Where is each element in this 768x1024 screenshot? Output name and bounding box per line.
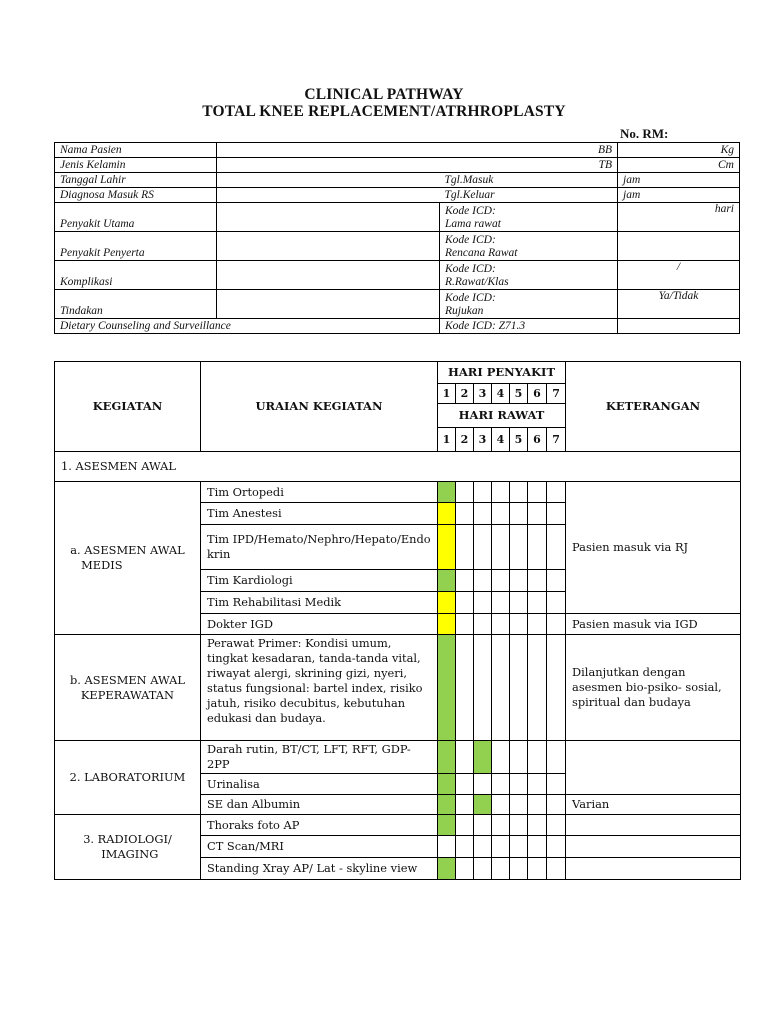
dietary-counseling-label: Dietary Counseling and Surveillance	[55, 319, 440, 334]
day-cell	[528, 570, 547, 592]
patient-info-table	[54, 142, 740, 334]
day-cell	[456, 503, 474, 525]
day-cell	[510, 592, 528, 614]
jenis-kelamin-label: Jenis Kelamin	[55, 158, 217, 173]
hari-penyakit-day: 7	[547, 384, 566, 404]
day-cell	[510, 614, 528, 635]
day-cell	[492, 614, 510, 635]
section-asesmen-awal: 1. ASESMEN AWAL	[55, 452, 741, 482]
day-cell	[547, 482, 566, 503]
day-cell	[547, 858, 566, 880]
day-cell	[510, 482, 528, 503]
day-cell	[547, 614, 566, 635]
day-cell	[492, 635, 510, 741]
hari-rawat-day: 2	[456, 428, 474, 452]
day-cell	[492, 482, 510, 503]
keterangan-keperawatan: Dilanjutkan dengan asesmen bio-psiko- sosial, spiritual dan budaya	[566, 635, 741, 741]
no-rm-label: No. RM:	[620, 126, 669, 141]
day-cell	[547, 570, 566, 592]
day-cell	[474, 570, 492, 592]
day-cell	[438, 836, 456, 858]
day-cell	[474, 614, 492, 635]
day-cell-green	[438, 858, 456, 880]
day-cell	[474, 503, 492, 525]
keterangan-via-igd: Pasien masuk via IGD	[566, 614, 741, 635]
penyakit-penyerta-value	[217, 232, 440, 261]
uraian-tim-kardiologi: Tim Kardiologi	[201, 570, 438, 592]
day-cell	[492, 503, 510, 525]
hari-penyakit-day: 6	[528, 384, 547, 404]
day-cell	[474, 525, 492, 570]
day-cell-green	[474, 741, 492, 774]
day-cell-green	[438, 635, 456, 741]
keterangan-via-rj: Pasien masuk via RJ	[566, 482, 741, 614]
day-cell	[456, 570, 474, 592]
header-hari-penyakit: HARI PENYAKIT	[438, 362, 566, 384]
day-cell	[492, 774, 510, 795]
jam-label-2: jam	[618, 188, 740, 203]
rawat-klas-slash: /	[618, 261, 740, 290]
penyakit-penyerta-label: Penyakit Penyerta	[55, 232, 217, 261]
day-cell	[510, 503, 528, 525]
rujukan-ya-tidak: Ya/Tidak	[618, 290, 740, 319]
kode-icd-1: Kode ICD: Lama rawat	[440, 203, 618, 232]
keterangan-varian: Varian	[566, 795, 741, 815]
penyakit-utama-value	[217, 203, 440, 232]
uraian-tim-rehabilitasi: Tim Rehabilitasi Medik	[201, 592, 438, 614]
day-cell-green	[438, 815, 456, 836]
group-asesmen-awal-keperawatan: b. ASESMEN AWAL KEPERAWATAN	[55, 635, 201, 741]
uraian-tim-anestesi: Tim Anestesi	[201, 503, 438, 525]
day-cell	[510, 836, 528, 858]
diagnosa-masuk-value	[217, 188, 440, 203]
day-cell	[510, 858, 528, 880]
jam-label-1: jam	[618, 173, 740, 188]
komplikasi-label: Komplikasi	[55, 261, 217, 290]
day-cell	[547, 741, 566, 774]
diagnosa-masuk-label: Diagnosa Masuk RS	[55, 188, 217, 203]
rencana-rawat-value	[618, 232, 740, 261]
tanggal-lahir-label: Tanggal Lahir	[55, 173, 217, 188]
group-radiologi-imaging: 3. RADIOLOGI/ IMAGING	[55, 815, 201, 880]
day-cell	[456, 482, 474, 503]
hari-penyakit-day: 2	[456, 384, 474, 404]
day-cell	[510, 815, 528, 836]
day-cell	[474, 774, 492, 795]
document-title: CLINICAL PATHWAY	[304, 86, 464, 103]
day-cell	[456, 795, 474, 815]
keterangan-empty	[566, 815, 741, 836]
bb-label: BB	[217, 143, 618, 158]
hari-rawat-day: 3	[474, 428, 492, 452]
day-cell	[456, 858, 474, 880]
document-subtitle: TOTAL KNEE REPLACEMENT/ATRHROPLASTY	[202, 103, 566, 120]
day-cell	[510, 795, 528, 815]
day-cell	[492, 836, 510, 858]
day-cell	[528, 815, 547, 836]
tindakan-label: Tindakan	[55, 290, 217, 319]
kode-icd-2: Kode ICD: Rencana Rawat	[440, 232, 618, 261]
uraian-ct-scan-mri: CT Scan/MRI	[201, 836, 438, 858]
day-cell-yellow	[438, 525, 456, 570]
header-keterangan: KETERANGAN	[566, 362, 741, 452]
day-cell	[547, 592, 566, 614]
hari-penyakit-day: 1	[438, 384, 456, 404]
tb-label: TB	[217, 158, 618, 173]
day-cell	[492, 741, 510, 774]
hari-rawat-day: 7	[547, 428, 566, 452]
group-laboratorium: 2. LABORATORIUM	[55, 741, 201, 815]
day-cell-yellow	[438, 503, 456, 525]
day-cell	[547, 795, 566, 815]
clinical-pathway-table	[54, 361, 741, 880]
day-cell	[528, 795, 547, 815]
day-cell	[492, 525, 510, 570]
day-cell-green	[474, 795, 492, 815]
dietary-value	[618, 319, 740, 334]
day-cell	[456, 614, 474, 635]
keterangan-lab-empty	[566, 741, 741, 795]
uraian-tim-ortopedi: Tim Ortopedi	[201, 482, 438, 503]
day-cell	[510, 741, 528, 774]
day-cell	[456, 635, 474, 741]
day-cell-green	[438, 570, 456, 592]
day-cell-green	[438, 795, 456, 815]
day-cell	[547, 503, 566, 525]
day-cell	[456, 815, 474, 836]
day-cell	[547, 815, 566, 836]
day-cell	[528, 614, 547, 635]
uraian-se-albumin: SE dan Albumin	[201, 795, 438, 815]
uraian-dokter-igd: Dokter IGD	[201, 614, 438, 635]
cm-unit: Cm	[618, 158, 740, 173]
uraian-tim-ipd: Tim IPD/Hemato/Nephro/Hepato/Endokrin	[201, 525, 438, 570]
tgl-keluar-label: Tgl.Keluar	[440, 188, 618, 203]
day-cell-green	[438, 482, 456, 503]
day-cell	[528, 592, 547, 614]
day-cell	[492, 570, 510, 592]
day-cell-yellow	[438, 614, 456, 635]
day-cell	[547, 836, 566, 858]
day-cell	[456, 836, 474, 858]
uraian-darah-rutin: Darah rutin, BT/CT, LFT, RFT, GDP-2PP	[201, 741, 438, 774]
day-cell	[474, 482, 492, 503]
uraian-urinalisa: Urinalisa	[201, 774, 438, 795]
kode-icd-4: Kode ICD: Rujukan	[440, 290, 618, 319]
hari-penyakit-day: 3	[474, 384, 492, 404]
day-cell	[547, 525, 566, 570]
keterangan-empty	[566, 858, 741, 880]
day-cell	[528, 741, 547, 774]
day-cell	[510, 774, 528, 795]
day-cell	[456, 525, 474, 570]
kode-icd-3: Kode ICD: R.Rawat/Klas	[440, 261, 618, 290]
tgl-masuk-label: Tgl.Masuk	[440, 173, 618, 188]
day-cell	[474, 836, 492, 858]
day-cell-yellow	[438, 592, 456, 614]
hari-penyakit-day: 4	[492, 384, 510, 404]
kg-unit: Kg	[618, 143, 740, 158]
kode-icd-z71: Kode ICD: Z71.3	[440, 319, 618, 334]
day-cell	[492, 795, 510, 815]
day-cell	[528, 836, 547, 858]
day-cell	[492, 815, 510, 836]
day-cell	[547, 635, 566, 741]
day-cell	[474, 858, 492, 880]
day-cell	[510, 570, 528, 592]
hari-penyakit-day: 5	[510, 384, 528, 404]
day-cell	[510, 635, 528, 741]
hari-rawat-day: 6	[528, 428, 547, 452]
day-cell	[547, 774, 566, 795]
day-cell	[528, 482, 547, 503]
day-cell	[528, 858, 547, 880]
hari-rawat-day: 4	[492, 428, 510, 452]
day-cell-green	[438, 741, 456, 774]
day-cell	[474, 815, 492, 836]
day-cell-green	[438, 774, 456, 795]
uraian-perawat-primer: Perawat Primer: Kondisi umum, tingkat kesadaran, tanda-tanda vital, riwayat alergi, skrining gizi, nyeri, status fungsional: bartel index, risiko jatuh, risiko decubitus, kebutuhan edukasi dan budaya.	[201, 635, 438, 741]
day-cell	[528, 635, 547, 741]
hari-rawat-day: 1	[438, 428, 456, 452]
day-cell	[528, 774, 547, 795]
hari-rawat-day: 5	[510, 428, 528, 452]
day-cell	[492, 858, 510, 880]
tanggal-lahir-value	[217, 173, 440, 188]
day-cell	[528, 525, 547, 570]
group-asesmen-awal-medis: a. ASESMEN AWAL MEDIS	[55, 482, 201, 635]
day-cell	[474, 592, 492, 614]
hari-label: hari	[618, 203, 740, 232]
komplikasi-value	[217, 261, 440, 290]
header-uraian-kegiatan: URAIAN KEGIATAN	[201, 362, 438, 452]
day-cell	[456, 592, 474, 614]
keterangan-empty	[566, 836, 741, 858]
uraian-thoraks-foto: Thoraks foto AP	[201, 815, 438, 836]
uraian-standing-xray: Standing Xray AP/ Lat - skyline view	[201, 858, 438, 880]
day-cell	[528, 503, 547, 525]
day-cell	[510, 525, 528, 570]
header-hari-rawat: HARI RAWAT	[438, 404, 566, 428]
day-cell	[492, 592, 510, 614]
day-cell	[474, 635, 492, 741]
day-cell	[456, 774, 474, 795]
penyakit-utama-label: Penyakit Utama	[55, 203, 217, 232]
tindakan-value	[217, 290, 440, 319]
header-kegiatan: KEGIATAN	[55, 362, 201, 452]
day-cell	[456, 741, 474, 774]
nama-pasien-label: Nama Pasien	[55, 143, 217, 158]
